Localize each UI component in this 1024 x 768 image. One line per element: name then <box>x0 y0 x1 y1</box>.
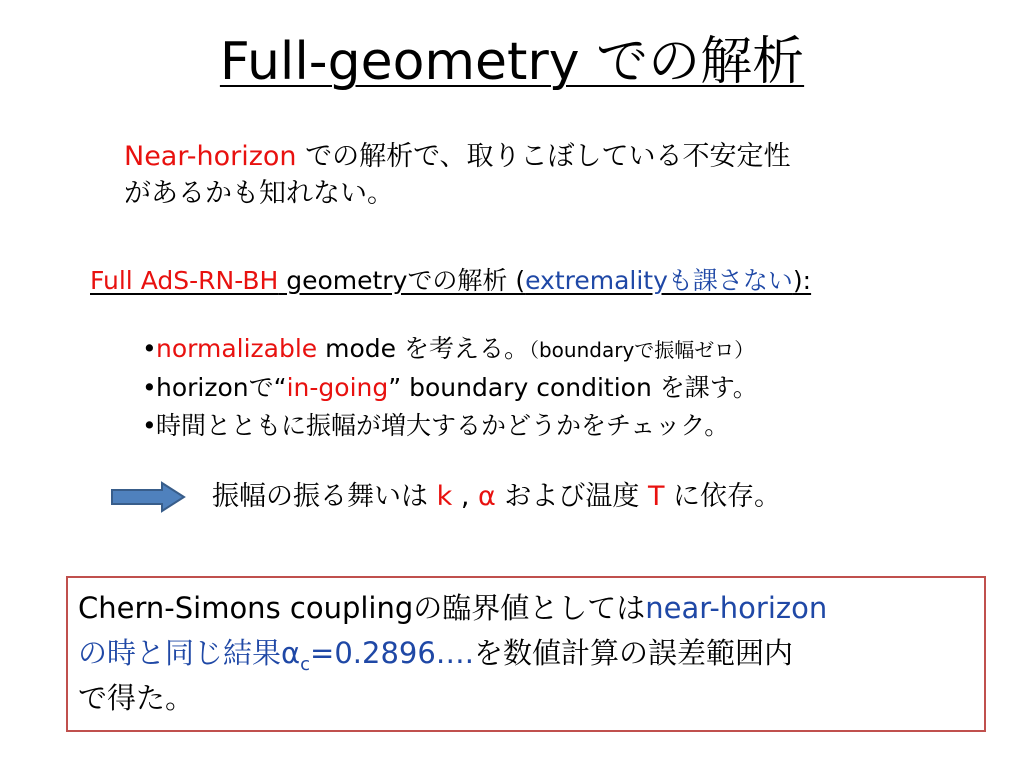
result-line1-blue: near-horizon <box>645 591 828 625</box>
conclusion-mid: および温度 <box>495 481 648 512</box>
intro-line2: があるかも知れない。 <box>124 178 394 209</box>
right-arrow-icon <box>110 481 186 513</box>
bullet-list <box>142 330 758 445</box>
slide-title <box>0 30 1024 94</box>
bullet-red: normalizable <box>156 334 318 363</box>
result-line3-text: で得た。 <box>78 681 195 715</box>
bullet-text: 時間とともに振幅が増大するかどうかをチェック。 <box>156 411 730 440</box>
conclusion-T: T <box>647 481 665 512</box>
conclusion-post: に依存。 <box>664 481 782 512</box>
subheading-black1: geometryでの解析 ( <box>278 266 526 295</box>
conclusion-alpha: α <box>477 481 496 512</box>
intro-line1: での解析で、取りこぼしている不安定性 <box>296 141 791 172</box>
bullet-text: ” boundary condition を課す。 <box>388 373 758 402</box>
bullet-dot-icon: • <box>142 334 157 363</box>
result-line1 <box>78 586 974 631</box>
bullet-note: （boundaryで振幅ゼロ） <box>528 338 755 362</box>
intro-highlight: Near-horizon <box>124 141 297 172</box>
bullet-dot-icon: • <box>142 411 157 440</box>
subheading-blue: extremalityも課さない <box>525 266 793 295</box>
conclusion-k: k <box>436 481 453 512</box>
conclusion-text <box>212 478 781 516</box>
conclusion-sep: , <box>452 481 478 512</box>
result-line2-black: を数値計算の誤差範囲内 <box>474 636 794 670</box>
bullet-pre: horizonで“ <box>156 373 287 402</box>
intro-text <box>124 138 904 212</box>
bullet-text: mode を考える。 <box>317 334 529 363</box>
subheading <box>90 264 990 298</box>
bullet-red: in-going <box>286 373 389 402</box>
subheading-red: Full AdS-RN-BH <box>90 266 279 295</box>
result-line2-blue: の時と同じ結果α <box>78 636 301 670</box>
bullet-item <box>142 369 758 407</box>
result-line1-black: Chern-Simons couplingの臨界値としては <box>78 591 646 625</box>
conclusion-pre: 振幅の振る舞いは <box>212 481 437 512</box>
result-line2-value: =0.2896…. <box>310 636 475 670</box>
result-alpha-subscript: c <box>300 653 311 675</box>
result-line2 <box>78 631 974 676</box>
bullet-dot-icon: • <box>142 373 157 402</box>
result-line3 <box>78 676 974 721</box>
bullet-item <box>142 407 758 445</box>
subheading-black2: ): <box>792 266 812 295</box>
slide-title-text: Full-geometry での解析 <box>219 32 805 92</box>
bullet-item <box>142 330 758 369</box>
result-box <box>66 576 986 732</box>
